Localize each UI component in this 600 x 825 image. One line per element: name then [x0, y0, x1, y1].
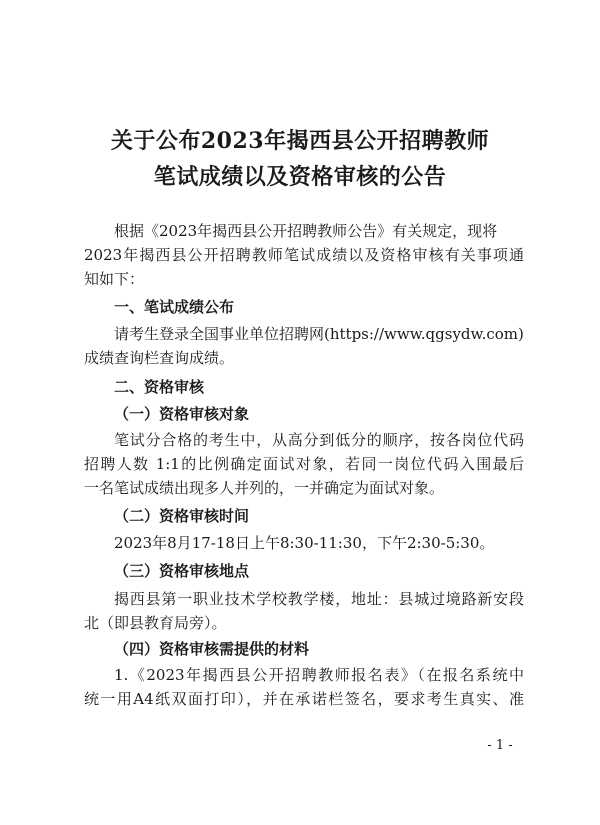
intro-paragraph-line-3: 知如下： [84, 270, 145, 288]
document-title-line-2: 笔试成绩以及资格审核的公告 [153, 164, 447, 190]
intro-paragraph-line-2: 2023年揭西县公开招聘教师笔试成绩以及资格审核有关事项通 [84, 246, 524, 264]
sub2-paragraph-line-1: 2023年8月17-18日上午8:30-11:30，下午2:30-5:30。 [114, 534, 495, 552]
sub1-paragraph-line-1: 笔试分合格的考生中，从高分到低分的顺序，按各岗位代码 [114, 431, 524, 449]
section1-paragraph-line-2: 成绩查询栏查询成绩。 [84, 349, 235, 367]
sub4-paragraph-line-1: 1.《2023年揭西县公开招聘教师报名表》（在报名系统中 [114, 666, 524, 684]
subsection-heading-required-materials: （四）资格审核需提供的材料 [114, 640, 310, 658]
intro-paragraph-line-1: 根据《2023年揭西县公开招聘教师公告》有关规定，现将 [114, 222, 498, 240]
sub1-paragraph-line-3: 一名笔试成绩出现多人并列的，一并确定为面试对象。 [84, 479, 445, 497]
page-number: - 1 - [487, 738, 513, 753]
document-title-line-1: 关于公布2023年揭西县公开招聘教师 [110, 128, 490, 154]
section-heading-score-publication: 一、笔试成绩公布 [114, 298, 235, 316]
section-heading-qualification-review: 二、资格审核 [114, 378, 205, 396]
subsection-heading-review-time: （二）资格审核时间 [114, 507, 250, 525]
subsection-heading-review-target: （一）资格审核对象 [114, 405, 250, 423]
sub1-paragraph-line-2: 招聘人数 1:1的比例确定面试对象，若同一岗位代码入围最后 [84, 455, 524, 473]
sub3-paragraph-line-1: 揭西县第一职业技术学校教学楼，地址：县城过境路新安段 [114, 590, 524, 608]
sub3-paragraph-line-2: 北（即县教育局旁）。 [84, 614, 227, 632]
section1-paragraph-line-1: 请考生登录全国事业单位招聘网(https://www.qgsydw.com) [114, 325, 524, 343]
subsection-heading-review-location: （三）资格审核地点 [114, 562, 250, 580]
sub4-paragraph-line-2: 统一用A4纸双面打印），并在承诺栏签名，要求考生真实、准 [84, 690, 524, 708]
